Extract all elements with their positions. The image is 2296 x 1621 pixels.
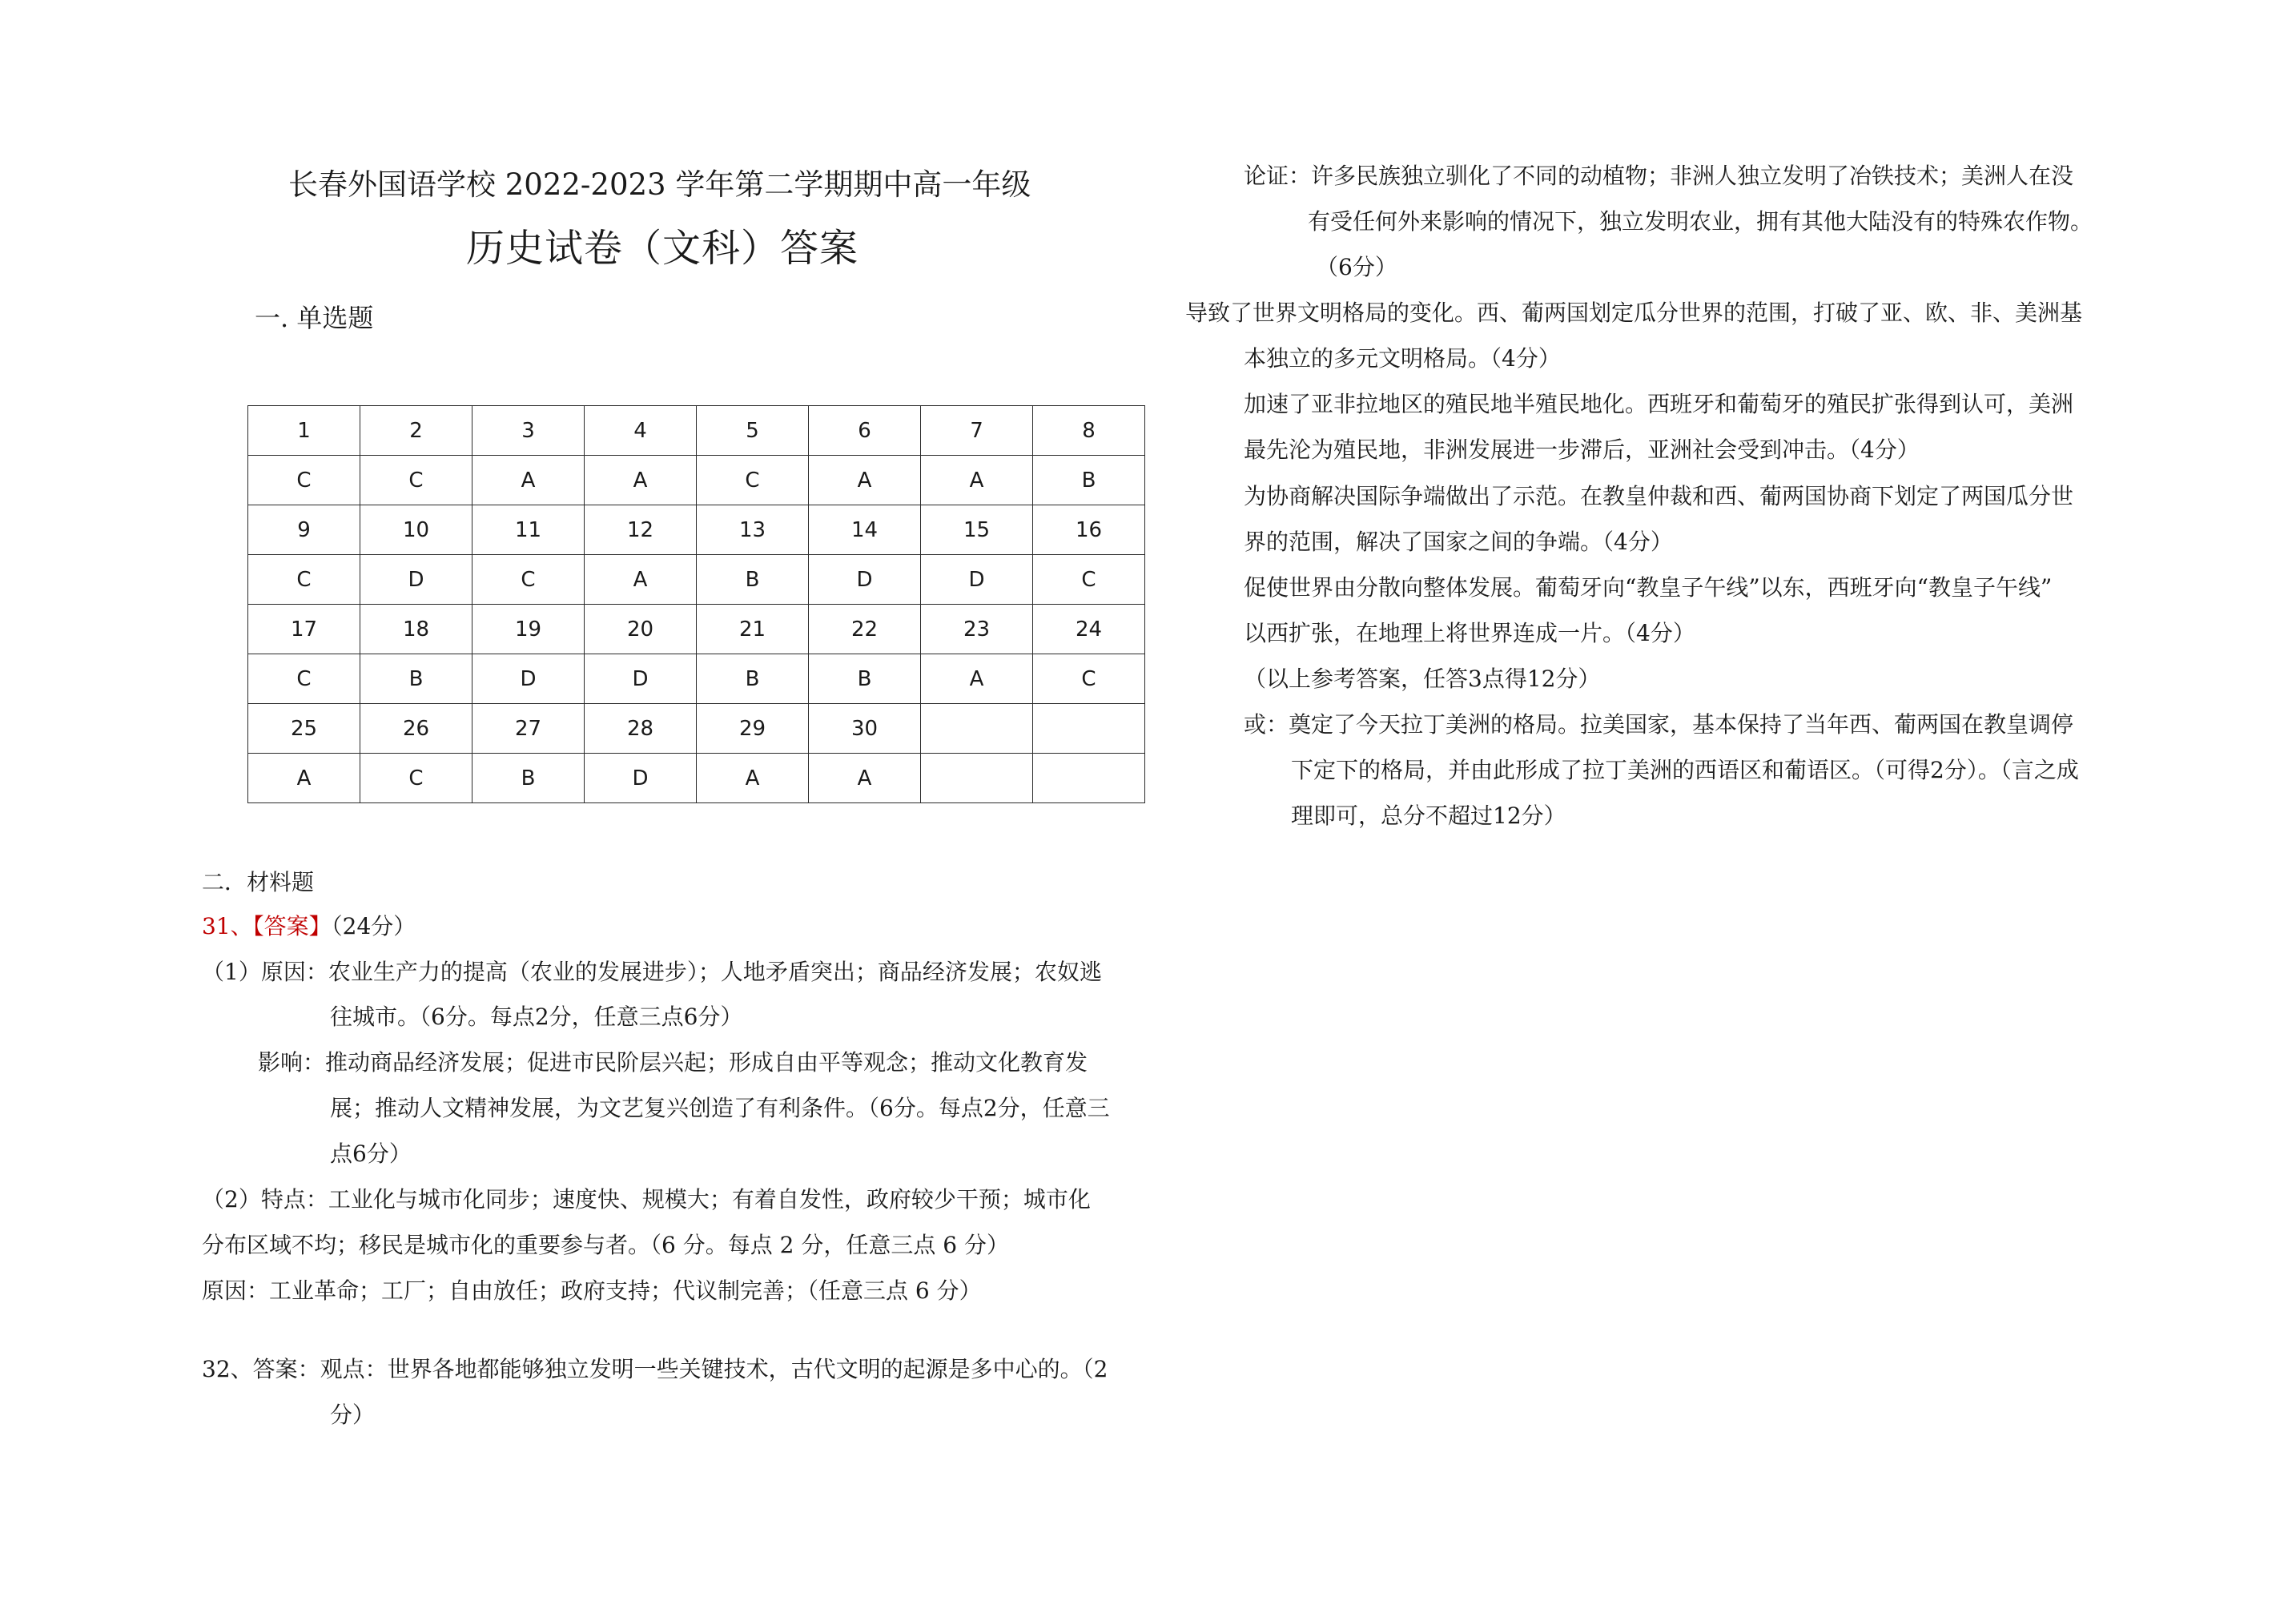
question-number-cell: 16 [1033,505,1145,555]
answer-cell [921,754,1033,803]
question-number-cell: 17 [248,605,360,654]
q32-line: 32、答案：观点：世界各地都能够独立发明一些关键技术，古代文明的起源是多中心的。（2 [202,1356,1108,1382]
question-number-cell: 1 [248,406,360,456]
right-line: （6分） [1316,254,1397,280]
right-line: 促使世界由分散向整体发展。葡萄牙向“教皇子午线”以东，西班牙向“教皇子午线” [1244,574,2053,601]
answer-row [248,555,1145,605]
question-number-cell: 7 [921,406,1033,456]
right-line: 界的范围，解决了国家之间的争端。（4分） [1244,529,1673,555]
answer-cell: C [1033,654,1145,704]
question-number-cell: 30 [809,704,921,754]
question-number-cell: 27 [472,704,585,754]
answer-cell: B [697,654,809,704]
answer-cell: B [472,754,585,803]
school-title: 长春外国语学校 2022-2023 学年第二学期期中高一年级 [288,167,1031,202]
question-number-cell: 3 [472,406,585,456]
section1-heading: 一. 单选题 [255,303,374,333]
answer-row [248,754,1145,803]
question-number-cell: 22 [809,605,921,654]
answer-cell: B [809,654,921,704]
question-number-cell: 8 [1033,406,1145,456]
question-number-row [248,406,1145,456]
answer-cell: D [360,555,472,605]
q32-line: 分） [330,1402,376,1428]
right-line: 导致了世界文明格局的变化。西、葡两国划定瓜分世界的范围，打破了亚、欧、非、美洲基 [1185,300,2083,326]
answer-cell: A [697,754,809,803]
answer-cell: A [809,754,921,803]
answer-cell: A [472,456,585,505]
answer-cell: B [360,654,472,704]
answer-cell: D [472,654,585,704]
q31-number: 31、 [202,913,253,939]
right-line: （以上参考答案，任答3点得12分） [1244,666,1601,692]
question-number-cell: 14 [809,505,921,555]
q31-line: 原因：工业革命；工厂；自由放任；政府支持；代议制完善；（任意三点 6 分） [202,1277,982,1304]
answer-cell [1033,754,1145,803]
answer-cell: A [585,456,697,505]
right-line: 最先沦为殖民地，非洲发展进一步滞后，亚洲社会受到冲击。（4分） [1244,436,1920,463]
right-line: 本独立的多元文明格局。（4分） [1244,345,1561,372]
answer-table [247,405,1145,803]
right-line: 下定下的格局，并由此形成了拉丁美洲的西语区和葡语区。（可得2分）。（言之成 [1291,757,2079,783]
question-number-cell: 15 [921,505,1033,555]
question-number-cell: 20 [585,605,697,654]
answer-cell: C [248,555,360,605]
answer-cell: C [248,456,360,505]
q31-points: （24分） [331,913,416,939]
question-number-cell: 26 [360,704,472,754]
answer-cell: C [360,456,472,505]
answer-cell: D [921,555,1033,605]
q31-heading [202,911,416,943]
question-number-cell: 5 [697,406,809,456]
answer-cell: A [585,555,697,605]
answer-row [248,456,1145,505]
answer-cell: D [809,555,921,605]
q31-answer-tag: 【答案】 [252,913,332,939]
answer-cell: C [248,654,360,704]
question-number-cell [921,704,1033,754]
question-number-cell: 6 [809,406,921,456]
answer-cell: A [809,456,921,505]
question-number-cell: 28 [585,704,697,754]
right-line: 有受任何外来影响的情况下，独立发明农业，拥有其他大陆没有的特殊农作物。 [1308,208,2093,235]
q31-line: 往城市。（6分。每点2分，任意三点6分） [330,1004,743,1030]
question-number-cell: 21 [697,605,809,654]
right-line: 或：奠定了今天拉丁美洲的格局。拉美国家，基本保持了当年西、葡两国在教皇调停 [1244,711,2074,738]
answer-cell: C [360,754,472,803]
right-line: 为协商解决国际争端做出了示范。在教皇仲裁和西、葡两国协商下划定了两国瓜分世 [1244,483,2074,509]
question-number-cell: 19 [472,605,585,654]
q31-line: 点6分） [330,1140,412,1167]
q31-line: 影响：推动商品经济发展；促进市民阶层兴起；形成自由平等观念；推动文化教育发 [258,1049,1088,1076]
question-number-row [248,704,1145,754]
question-number-cell: 23 [921,605,1033,654]
right-line: 加速了亚非拉地区的殖民地半殖民地化。西班牙和葡萄牙的殖民扩张得到认可，美洲 [1244,391,2074,417]
question-number-cell [1033,704,1145,754]
q31-line: （2）特点：工业化与城市化同步；速度快、规模大；有着自发性，政府较少干预；城市化 [202,1186,1091,1213]
question-number-row [248,505,1145,555]
question-number-row [248,605,1145,654]
q31-line: 展；推动人文精神发展，为文艺复兴创造了有利条件。（6分。每点2分，任意三 [330,1095,1110,1121]
q31-line: 分布区域不均；移民是城市化的重要参与者。（6 分。每点 2 分，任意三点 6 分） [202,1232,1009,1258]
answer-cell: A [921,654,1033,704]
answer-row [248,654,1145,704]
answer-cell: B [697,555,809,605]
question-number-cell: 12 [585,505,697,555]
question-number-cell: 9 [248,505,360,555]
answer-cell: D [585,654,697,704]
answer-cell: A [248,754,360,803]
question-number-cell: 29 [697,704,809,754]
section2-heading: 二．材料题 [202,869,315,895]
answer-cell: C [697,456,809,505]
question-number-cell: 10 [360,505,472,555]
question-number-cell: 18 [360,605,472,654]
answer-cell: A [921,456,1033,505]
answer-cell: B [1033,456,1145,505]
exam-title: 历史试卷（文科）答案 [466,226,859,271]
right-line: 理即可，总分不超过12分） [1291,802,1566,829]
question-number-cell: 25 [248,704,360,754]
right-line: 以西扩张，在地理上将世界连成一片。（4分） [1244,620,1695,646]
answer-cell: C [1033,555,1145,605]
question-number-cell: 11 [472,505,585,555]
answer-cell: C [472,555,585,605]
question-number-cell: 13 [697,505,809,555]
answer-cell: D [585,754,697,803]
question-number-cell: 24 [1033,605,1145,654]
question-number-cell: 2 [360,406,472,456]
q31-line: （1）原因：农业生产力的提高（农业的发展进步）；人地矛盾突出；商品经济发展；农奴逃 [202,959,1102,985]
question-number-cell: 4 [585,406,697,456]
right-line: 论证：许多民族独立驯化了不同的动植物；非洲人独立发明了冶铁技术；美洲人在没 [1244,163,2074,189]
